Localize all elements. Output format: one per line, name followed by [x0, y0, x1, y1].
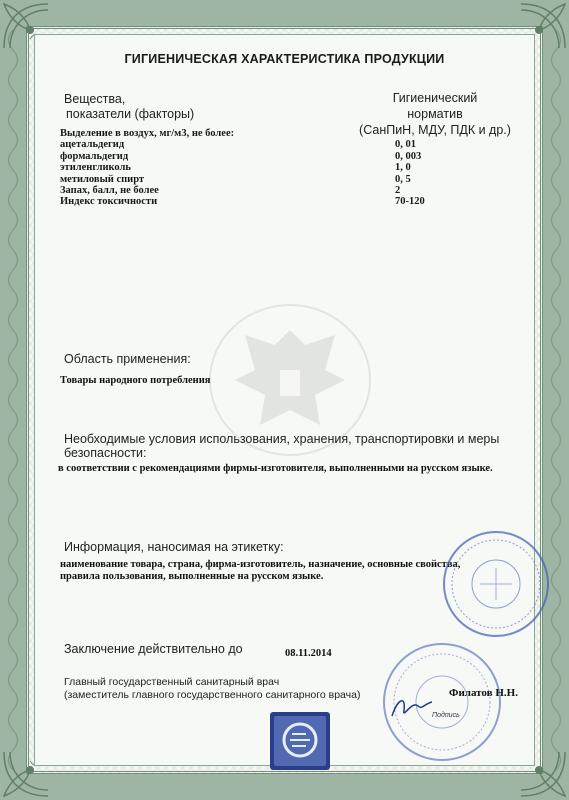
substance-value: 0, 003: [395, 150, 422, 162]
signature-icon: [388, 692, 438, 722]
conditions-label-line1: Необходимые условия использования, хранения, транспортировки и меры: [64, 432, 500, 446]
column-header-norm-line3: (СанПиН, МДУ, ПДК и др.): [359, 123, 511, 137]
table-row: [60, 128, 515, 139]
column-header-substances-line2: показатели (факторы): [66, 107, 195, 121]
conditions-value: в соответствии с рекомендациями фирмы-изготовителя, выполненными на русском языке.: [58, 463, 493, 474]
substance-value: [395, 128, 515, 139]
border-ornament-right: [547, 30, 565, 770]
table-row: [60, 151, 515, 162]
label-info-value-line2: правила пользования, выполненные на русском языке.: [60, 571, 324, 582]
corner-ornament-bottom-left: [0, 748, 52, 800]
signatory-title: [64, 676, 360, 702]
substance-value: 70-120: [395, 196, 425, 208]
corner-ornament-top-right: [517, 0, 569, 52]
document-title: ГИГИЕНИЧЕСКАЯ ХАРАКТЕРИСТИКА ПРОДУКЦИИ: [124, 52, 445, 66]
application-value: Товары народного потребления: [60, 375, 211, 386]
table-row: [60, 185, 515, 196]
validity-date: 08.11.2014: [285, 648, 332, 659]
signatory-title-line1: Главный государственный санитарный врач: [64, 676, 280, 688]
table-row: [60, 139, 515, 150]
substances-table: [60, 128, 515, 208]
substance-name: формальдегид: [60, 150, 129, 162]
signature-caption: Подпись: [432, 712, 460, 719]
table-row: [60, 162, 515, 173]
substance-value: 2: [395, 185, 401, 197]
corner-ornament-top-left: [0, 0, 52, 52]
substance-name: Выделение в воздух, мг/м3, не более:: [60, 128, 235, 139]
border-ornament-left: [4, 30, 22, 770]
column-header-substances: [64, 92, 194, 122]
label-info-label: Информация, наносимая на этикетку:: [64, 540, 284, 554]
substance-name: метиловый спирт: [60, 173, 145, 185]
substance-name: Запах, балл, не более: [60, 185, 159, 197]
signatory-name: Филатов Н.Н.: [449, 687, 518, 699]
table-row: [60, 196, 515, 207]
corner-ornament-bottom-right: [517, 748, 569, 800]
hologram-sticker-icon: [270, 712, 330, 770]
substance-name: ацетальдегид: [60, 139, 125, 151]
substance-name: этиленгликоль: [60, 162, 131, 174]
label-info-value-line1: наименование товара, страна, фирма-изготовитель, назначение, основные свойства,: [60, 559, 461, 570]
application-label: Область применения:: [64, 352, 191, 366]
round-stamp-icon: [440, 528, 552, 640]
substance-value: 0, 5: [395, 173, 411, 185]
signatory-title-line2: (заместитель главного государственного санитарного врача): [64, 689, 361, 701]
column-header-norm-line2: норматив: [407, 107, 463, 121]
substance-value: 1, 0: [395, 162, 411, 174]
validity-label: Заключение действительно до: [64, 642, 243, 656]
conditions-label-line2: безопасности:: [64, 446, 147, 460]
substance-value: 0, 01: [395, 139, 416, 151]
substance-name: Индекс токсичности: [60, 196, 158, 208]
column-header-norm-line1: Гигиенический: [392, 91, 478, 105]
column-header-substances-line1: Вещества,: [64, 92, 126, 106]
table-row: [60, 174, 515, 185]
